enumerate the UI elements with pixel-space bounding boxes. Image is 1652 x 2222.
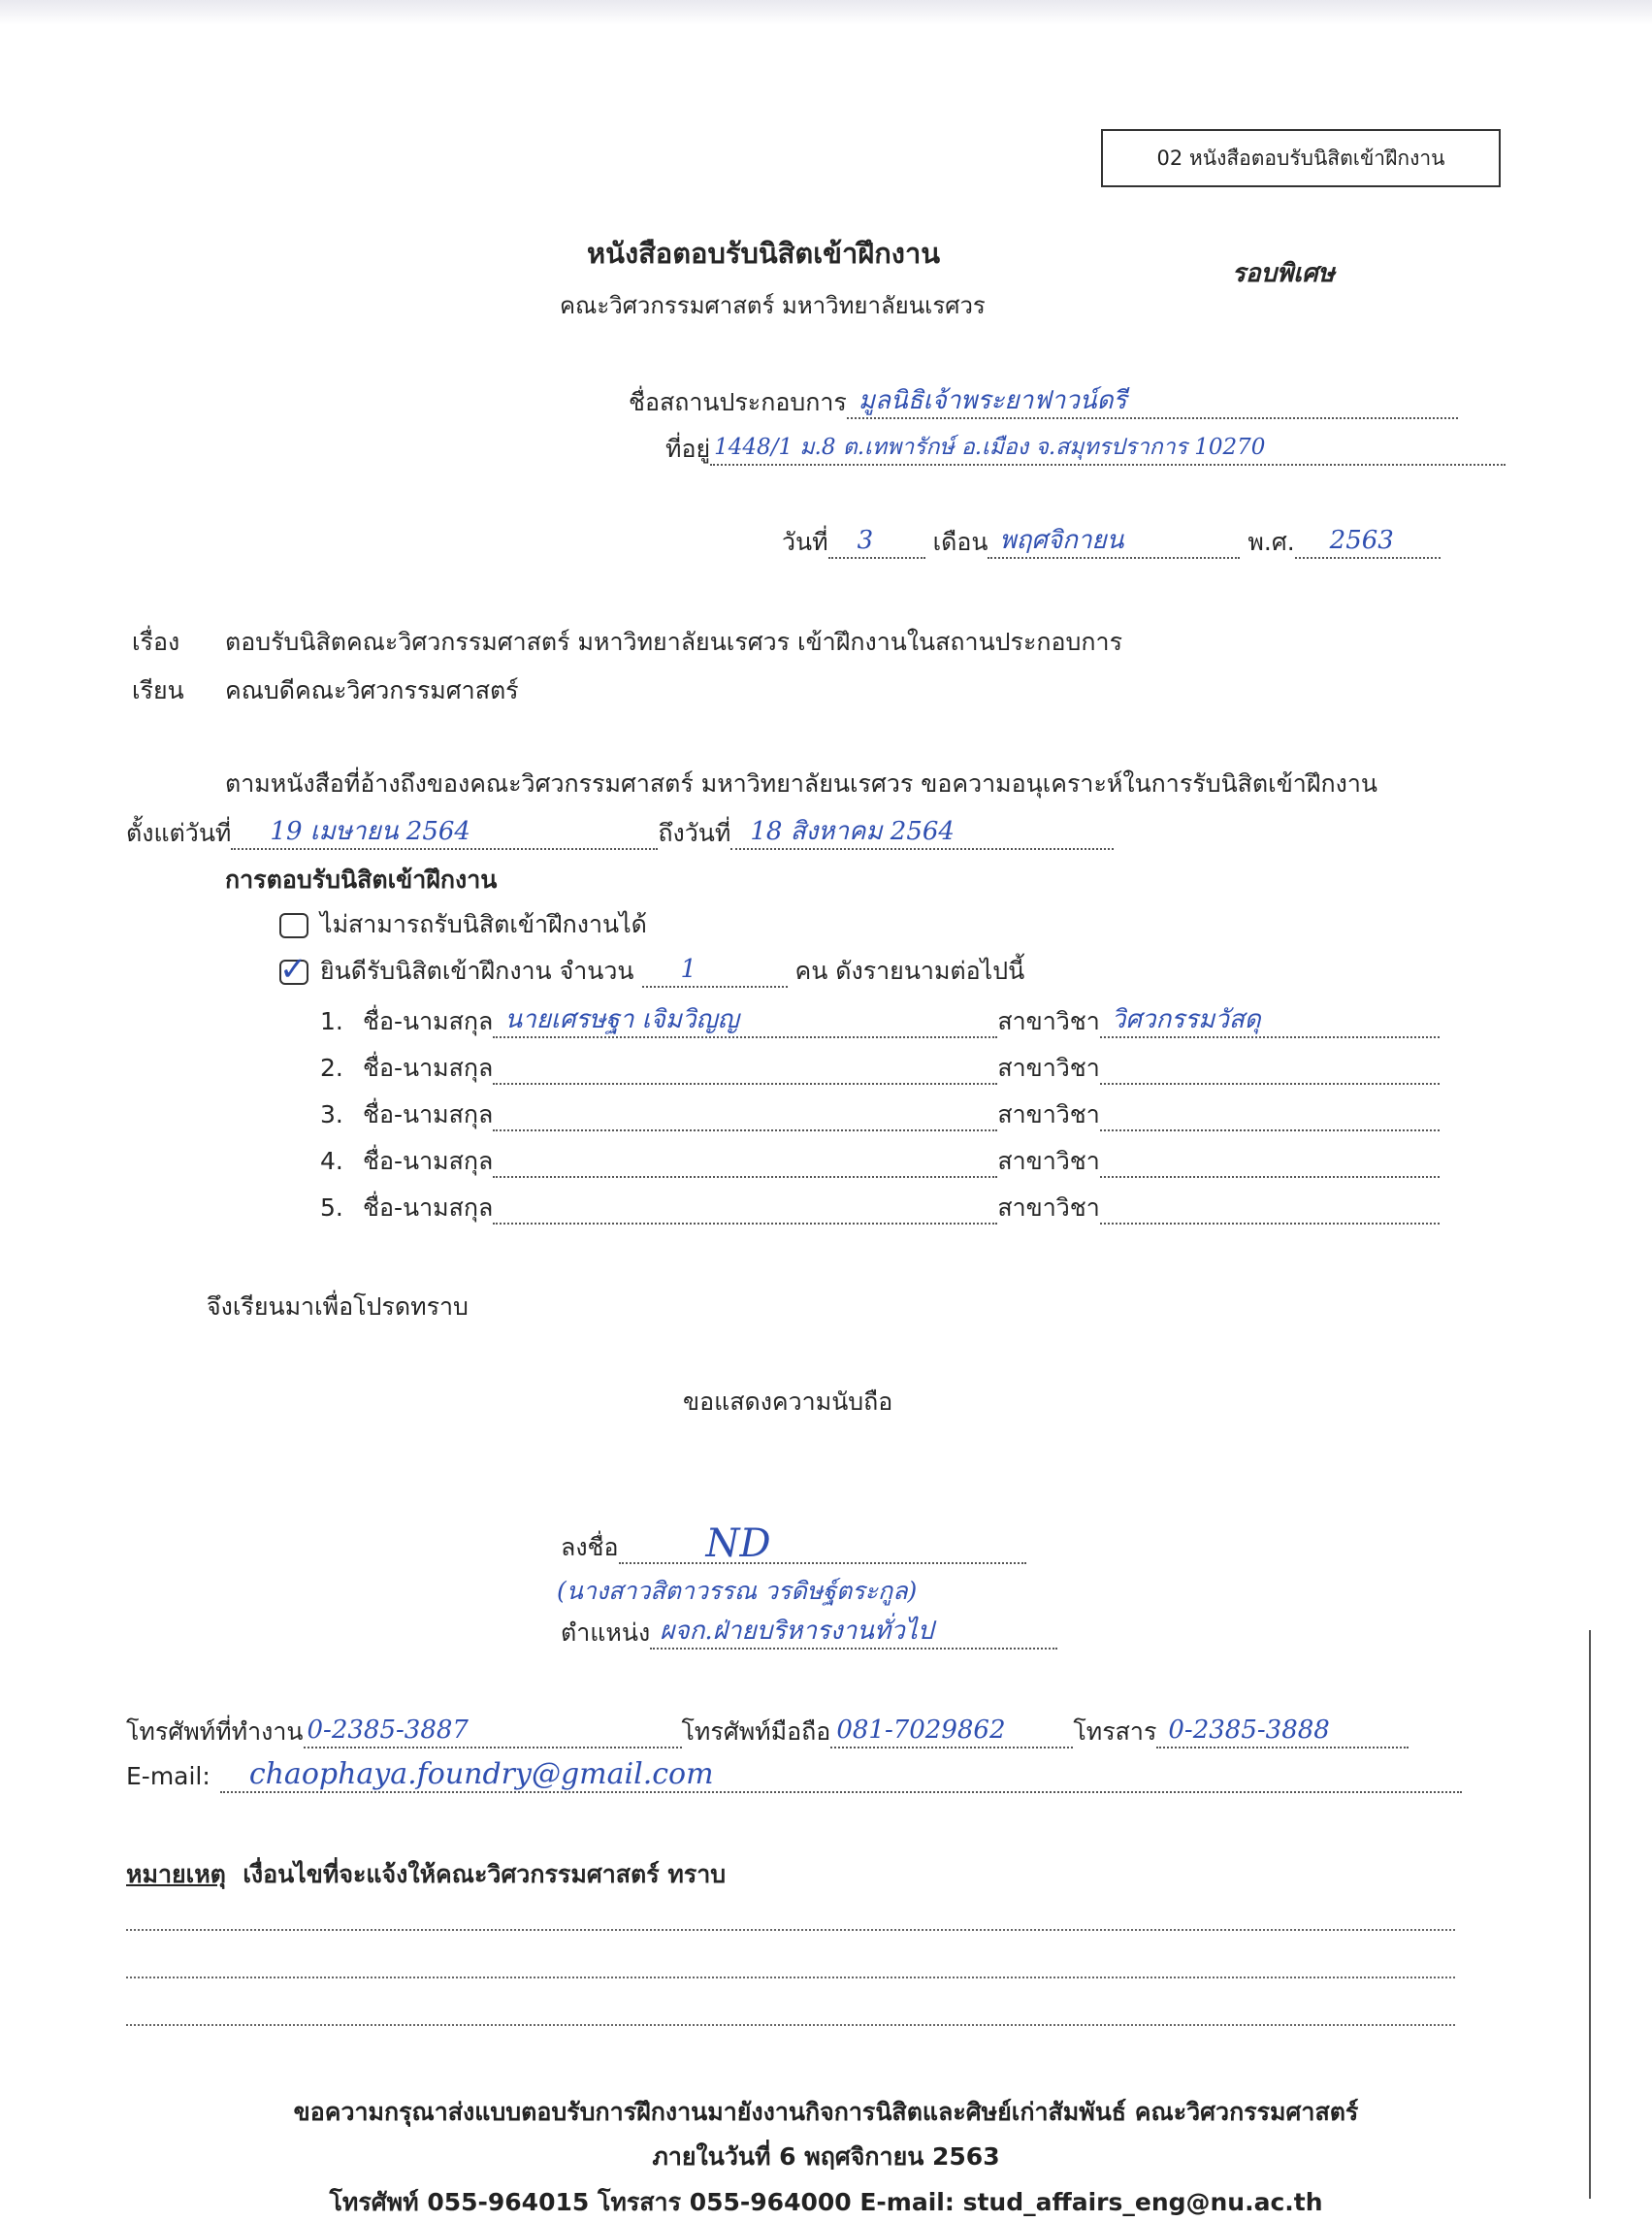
count-field[interactable] <box>642 957 788 988</box>
major-field[interactable] <box>1100 1193 1440 1225</box>
remarks-row <box>126 1858 726 1891</box>
fax-value: 0-2385-3888 <box>1168 1716 1330 1745</box>
to-label: เรียน <box>132 676 184 704</box>
mobile-label: โทรศัพท์มือถือ <box>681 1717 831 1746</box>
from-field[interactable] <box>231 819 658 850</box>
establishment-field[interactable] <box>847 388 1458 419</box>
date-row <box>782 526 1441 559</box>
address-value: 1448/1 ม.8 ต.เทพารักษ์ อ.เมือง จ.สมุทรปราการ 10270 <box>714 435 1266 460</box>
signature-field[interactable] <box>619 1521 1026 1566</box>
major-label: สาขาวิชา <box>997 1054 1100 1082</box>
address-label: ที่อยู่ <box>665 435 711 463</box>
closing-text: จึงเรียนมาเพื่อโปรดทราบ <box>207 1292 469 1321</box>
major-field[interactable] <box>1100 1054 1440 1085</box>
remarks-line[interactable] <box>126 2024 1455 2026</box>
day-label: วันที่ <box>782 528 828 556</box>
name-label: ชื่อ-นามสกุล <box>363 1007 494 1035</box>
major-field[interactable] <box>1100 1147 1440 1178</box>
student-number: 3. <box>320 1100 343 1128</box>
position-row <box>561 1617 1057 1650</box>
accept-label: ยินดีรับนิสิตเข้าฝึกงาน จำนวน <box>320 957 634 985</box>
major-label: สาขาวิชา <box>997 1007 1100 1035</box>
year-field[interactable] <box>1295 528 1441 559</box>
establishment-value: มูลนิธิเจ้าพระยาฟาวน์ดรี <box>858 386 1127 415</box>
document-title: หนังสือตอบรับนิสิตเข้าฝึกงาน <box>587 237 941 270</box>
remarks-text: เงื่อนไขที่จะแจ้งให้คณะวิศวกรรมศาสตร์ ทราบ <box>243 1860 727 1888</box>
student-row <box>320 1005 1440 1038</box>
email-value: chaophaya.foundry@gmail.com <box>248 1757 714 1791</box>
name-field[interactable] <box>493 1100 997 1131</box>
remarks-line[interactable] <box>126 1929 1455 1931</box>
major-label: สาขาวิชา <box>997 1147 1100 1175</box>
major-label: สาขาวิชา <box>997 1100 1100 1128</box>
year-value: 2563 <box>1329 526 1394 555</box>
subject-text: ตอบรับนิสิตคณะวิศวกรรมศาสตร์ มหาวิทยาลัยนเรศวร เข้าฝึกงานในสถานประกอบการ <box>225 628 1123 656</box>
to-date-field[interactable] <box>730 819 1114 850</box>
remarks-label: หมายเหตุ <box>126 1860 226 1888</box>
document-subtitle: คณะวิศวกรรมศาสตร์ มหาวิทยาลัยนเรศวร <box>560 292 986 319</box>
major-field[interactable] <box>1100 1007 1440 1038</box>
mobile-field[interactable] <box>830 1717 1073 1748</box>
name-label: ชื่อ-นามสกุล <box>363 1100 494 1128</box>
decline-label: ไม่สามารถรับนิสิตเข้าฝึกงานได้ <box>320 910 647 938</box>
position-field[interactable] <box>650 1618 1057 1650</box>
contact-email-row <box>126 1757 1462 1793</box>
office-phone-value: 0-2385-3887 <box>307 1716 469 1745</box>
body-paragraph: ตามหนังสือที่อ้างถึงของคณะวิศวกรรมศาสตร์ มหาวิทยาลัยนเรศวร ขอความอนุเคราะห์ในการรับนิสิตเข้าฝึกงาน <box>225 769 1377 798</box>
student-row <box>320 1145 1440 1178</box>
special-round-label: รอบพิเศษ <box>1232 259 1335 288</box>
student-row <box>320 1098 1440 1131</box>
form-code-box: 02 หนังสือตอบรับนิสิตเข้าฝึกงาน <box>1101 129 1501 187</box>
acceptance-heading: การตอบรับนิสิตเข้าฝึกงาน <box>225 866 498 894</box>
day-value: 3 <box>857 526 874 555</box>
office-phone-label: โทรศัพท์ที่ทำงาน <box>126 1717 304 1746</box>
footer-contact: โทรศัพท์ 055-964015 โทรสาร 055-964000 E-mail: stud_affairs_eng@nu.ac.th <box>329 2188 1323 2216</box>
student-name: นายเศรษฐา เจิมวิญญ <box>504 1005 739 1034</box>
major-field[interactable] <box>1100 1100 1440 1131</box>
regards-text: ขอแสดงความนับถือ <box>683 1388 893 1416</box>
student-row <box>320 1192 1440 1225</box>
address-row <box>665 433 1506 466</box>
position-label: ตำแหน่ง <box>561 1618 651 1647</box>
fax-label: โทรสาร <box>1073 1717 1157 1746</box>
to-text: คณบดีคณะวิศวกรรมศาสตร์ <box>225 676 519 704</box>
subject-label: เรื่อง <box>132 628 180 656</box>
month-field[interactable] <box>988 528 1240 559</box>
name-field[interactable] <box>493 1147 997 1178</box>
student-number: 5. <box>320 1193 343 1222</box>
from-value: 19 เมษายน 2564 <box>270 817 470 846</box>
signature-label: ลงชื่อ <box>561 1533 619 1561</box>
establishment-row <box>629 386 1458 419</box>
period-row <box>126 817 1114 850</box>
student-major: วิศวกรรมวัสดุ <box>1111 1005 1261 1034</box>
address-field[interactable] <box>710 435 1506 466</box>
signature-mark: ND <box>705 1521 771 1566</box>
count-unit: คน ดังรายนามต่อไปนี้ <box>794 957 1025 985</box>
accept-check-mark: ✓ <box>279 950 308 989</box>
signature-row <box>561 1521 1026 1566</box>
name-label: ชื่อ-นามสกุล <box>363 1054 494 1082</box>
name-field[interactable] <box>493 1193 997 1225</box>
office-phone-field[interactable] <box>304 1717 682 1748</box>
decline-checkbox[interactable] <box>279 913 308 938</box>
to-date-label: ถึงวันที่ <box>658 819 731 847</box>
student-number: 2. <box>320 1054 343 1082</box>
printed-name: (นางสาวสิตาวรรณ วรดิษฐ์ตระกูล) <box>557 1577 918 1605</box>
to-date-value: 18 สิงหาคม 2564 <box>750 817 955 846</box>
student-number: 1. <box>320 1007 343 1035</box>
name-field[interactable] <box>493 1054 997 1085</box>
email-label: E-mail: <box>126 1762 211 1790</box>
accept-row <box>320 955 1024 988</box>
email-field[interactable] <box>220 1757 1462 1793</box>
student-row <box>320 1052 1440 1085</box>
year-label: พ.ศ. <box>1247 528 1295 556</box>
accept-checkbox[interactable] <box>279 950 308 989</box>
name-field[interactable] <box>493 1007 997 1038</box>
establishment-label: ชื่อสถานประกอบการ <box>629 388 847 416</box>
contact-phone-row <box>126 1716 1409 1748</box>
month-value: พฤศจิกายน <box>999 526 1124 555</box>
from-label: ตั้งแต่วันที่ <box>126 819 232 847</box>
name-label: ชื่อ-นามสกุล <box>363 1147 494 1175</box>
count-value: 1 <box>680 955 697 984</box>
major-label: สาขาวิชา <box>997 1193 1100 1222</box>
position-value: ผจก.ฝ่ายบริหารงานทั่วไป <box>660 1617 934 1646</box>
to-row <box>132 674 519 707</box>
fax-field[interactable] <box>1156 1717 1409 1748</box>
footer-instruction: ขอความกรุณาส่งแบบตอบรับการฝึกงานมายังงานกิจการนิสิตและศิษย์เก่าสัมพันธ์ คณะวิศวกรรมศาสตร์ <box>293 2098 1359 2126</box>
scan-shadow <box>0 0 1652 25</box>
student-number: 4. <box>320 1147 343 1175</box>
name-label: ชื่อ-นามสกุล <box>363 1193 494 1222</box>
remarks-line[interactable] <box>126 1977 1455 1978</box>
footer-deadline: ภายในวันที่ 6 พฤศจิกายน 2563 <box>652 2142 1000 2171</box>
month-label: เดือน <box>932 528 988 556</box>
subject-row <box>132 626 1122 659</box>
mobile-value: 081-7029862 <box>836 1716 1006 1745</box>
day-field[interactable] <box>828 528 925 559</box>
